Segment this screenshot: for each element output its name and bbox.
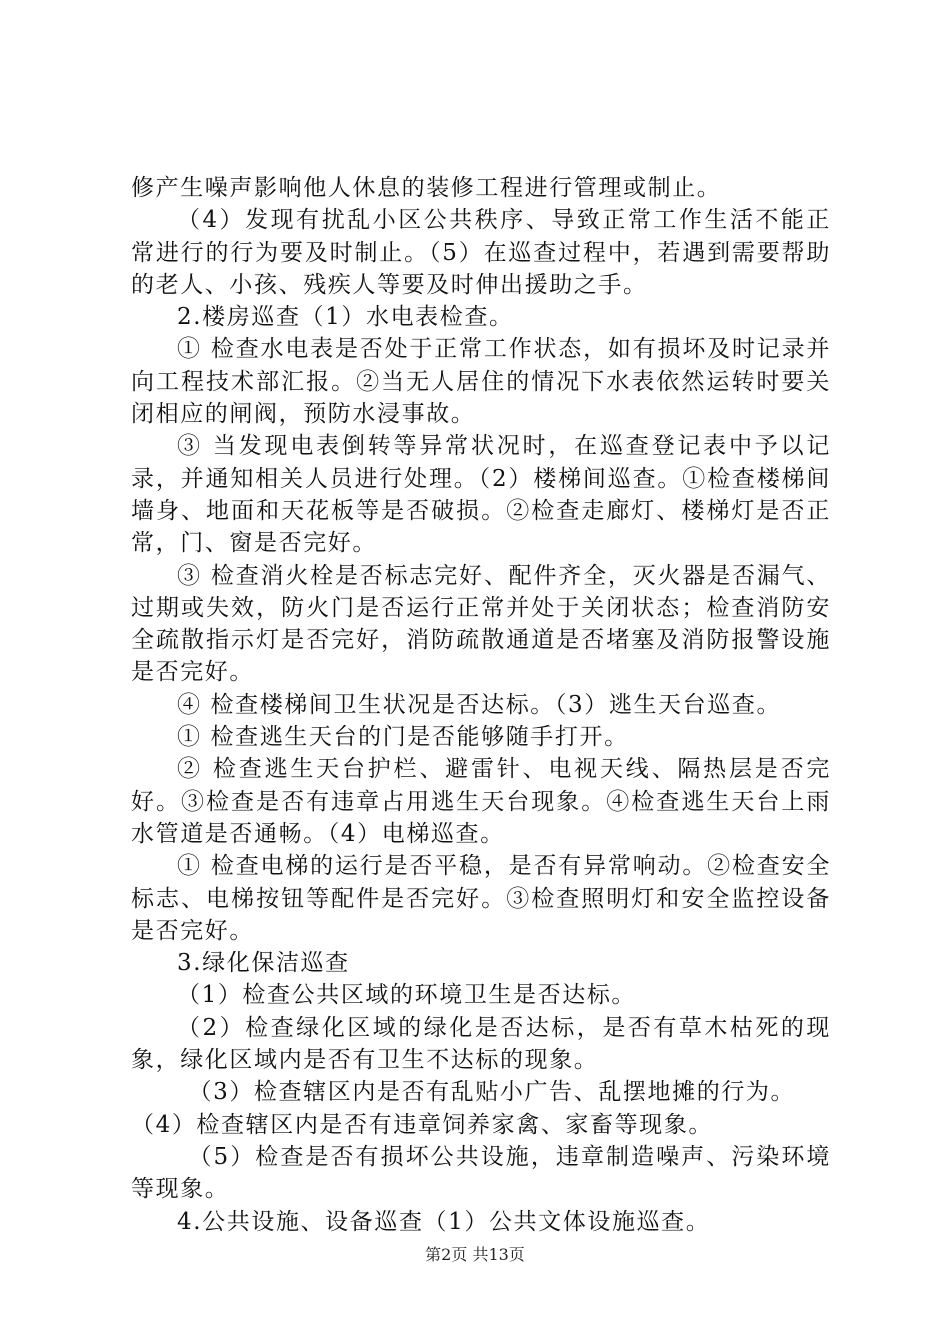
paragraph: （1）检查公共区域的环境卫生是否达标。 [177, 982, 637, 1009]
paragraph: 修产生噪声影响他人休息的装修工程进行管理或制止。 [131, 175, 722, 201]
paragraph: （2）检查绿化区域的绿化是否达标，是否有草木枯死的现象，绿化区域内是否有卫生不达标的现象。 [131, 1014, 831, 1074]
paragraph: ① 检查逃生天台的门是否能够随手打开。 [177, 724, 629, 751]
paragraph: 4.公共设施、设备巡查（1）公共文体设施巡查。 [177, 1208, 711, 1235]
paragraph: ① 检查水电表是否处于正常工作状态，如有损坏及时记录并向工程技术部汇报。②当无人居住的情况下水表依然运转时要关闭相应的闸阀，预防水浸事故。 [131, 336, 831, 428]
section-heading: 3.绿化保洁巡查 [177, 950, 350, 977]
paragraph: （4）发现有扰乱小区公共秩序、导致正常工作生活不能正常进行的行为要及时制止。（5）在巡查过程中，若遇到需要帮助的老人、小孩、残疾人等要及时伸出援助之手。 [131, 207, 831, 298]
paragraph: （3）检查辖区内是否有乱贴小广告、乱摆地摊的行为。 [188, 1079, 796, 1106]
paragraph: ① 检查电梯的运行是否平稳，是否有异常响动。②检查安全标志、电梯按钮等配件是否完好。③检查照明灯和安全监控设备是否完好。 [131, 853, 831, 944]
paragraph: ④ 检查楼梯间卫生状况是否达标。（3）逃生天台巡查。 [177, 691, 782, 718]
document-body [131, 172, 831, 1238]
paragraph: （4）检查辖区内是否有违章饲养家禽、家畜等现象。 [131, 1111, 714, 1138]
paragraph: 2.楼房巡查（1）水电表检查。 [177, 304, 514, 331]
paragraph: ② 检查逃生天台护栏、避雷针、电视天线、隔热层是否完好。③检查是否有违章占用逃生天台现象。④检查逃生天台上雨水管道是否通畅。（4）电梯巡查。 [131, 756, 831, 847]
paragraph: ③ 检查消火栓是否标志完好、配件齐全，灭火器是否漏气、过期或失效，防火门是否运行正常并处于关闭状态；检查消防安全疏散指示灯是否完好，消防疏散通道是否堵塞及消防报警设施是否完好。 [131, 562, 831, 686]
page-number-footer: 第2页 共13页 [425, 1245, 525, 1264]
paragraph: （5）检查是否有损坏公共设施，违章制造噪声、污染环境等现象。 [131, 1143, 831, 1203]
paragraph: ③ 当发现电表倒转等异常状况时，在巡查登记表中予以记录，并通知相关人员进行处理。（2）楼梯间巡查。①检查楼梯间墙身、地面和天花板等是否破损。②检查走廊灯、楼梯灯是否正常，门、窗是否完好。 [131, 433, 831, 557]
